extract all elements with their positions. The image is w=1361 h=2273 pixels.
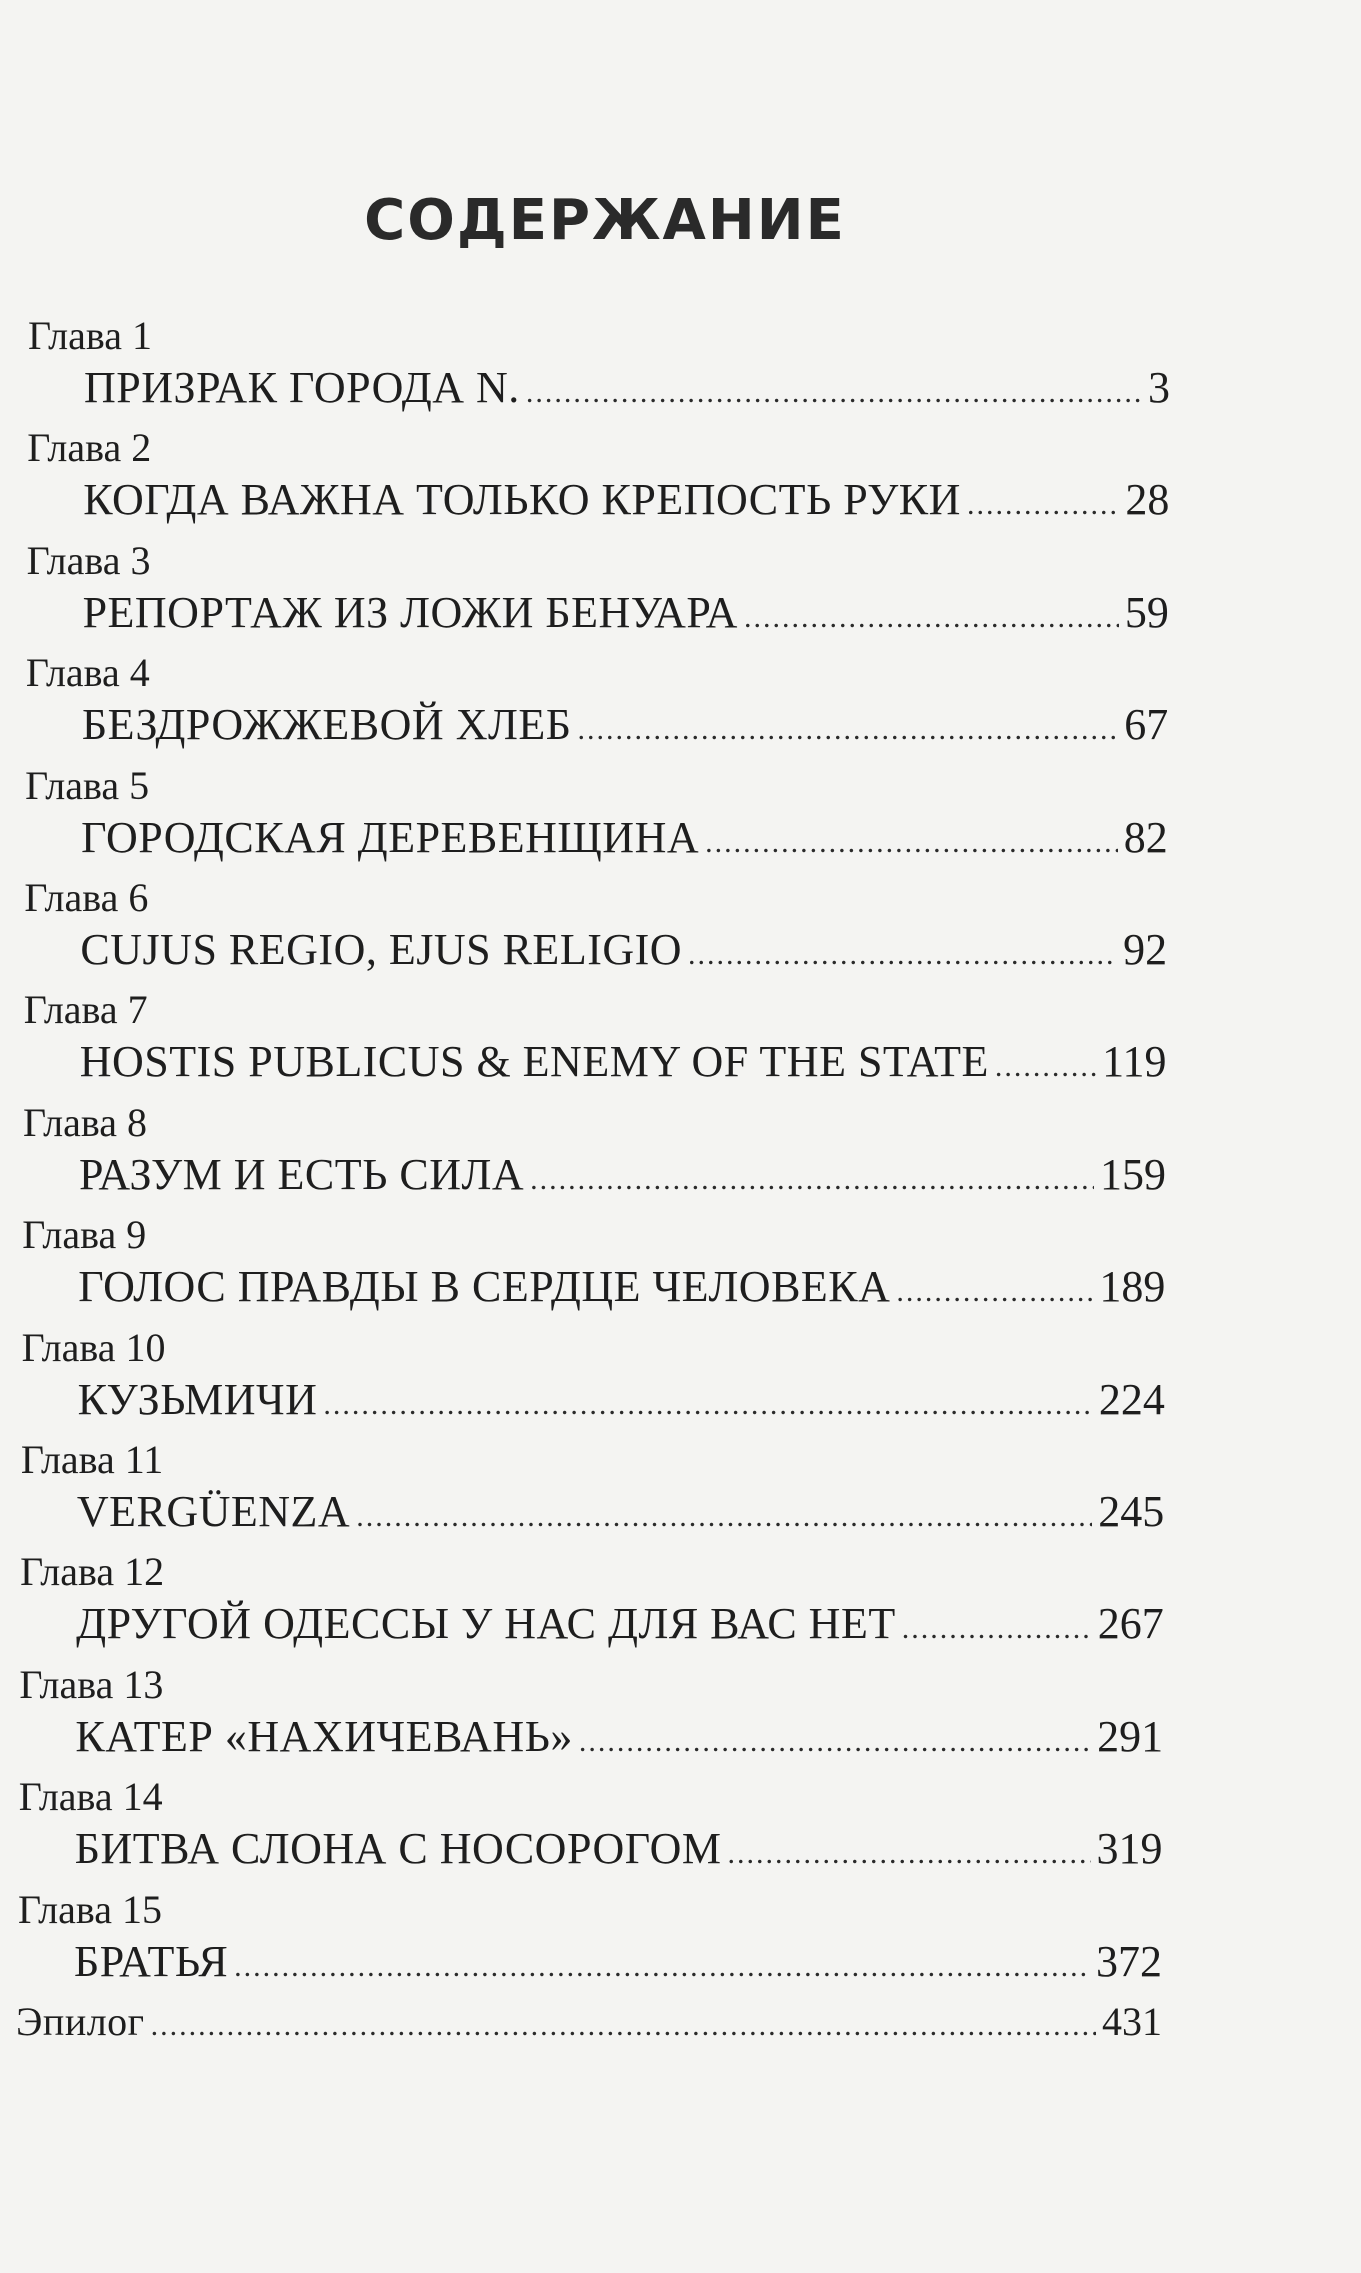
entry-title: ГОЛОС ПРАВДЫ В СЕРДЦЕ ЧЕЛОВЕКА [78,1262,891,1312]
toc-entry [75,1709,1163,1770]
page-title: СОДЕРЖАНИЕ [364,188,846,253]
dot-leader [705,815,1118,871]
chapter-label: Глава 1 [28,313,152,358]
entry-title: VERGÜENZA [76,1487,351,1536]
entry-title: ГОРОДСКАЯ ДЕРЕВЕНЩИНА [81,812,700,862]
toc-entry [77,1484,1164,1545]
page-number: 119 [1102,1037,1167,1087]
dot-leader [234,1939,1090,1995]
page-number: 159 [1100,1149,1166,1199]
toc-entry-epilogue [16,1994,1162,2054]
chapter-label: Глава 8 [23,1099,147,1145]
toc-entry [84,360,1170,421]
dot-leader [688,927,1117,983]
page-number: 59 [1124,587,1169,637]
page-number: 3 [1148,363,1170,412]
page-number: 28 [1125,475,1170,525]
entry-title: РАЗУМ И ЕСТЬ СИЛА [79,1149,525,1199]
toc-entry [76,1596,1164,1657]
entry-title: РЕПОРТАЖ ИЗ ЛОЖИ БЕНУАРА [82,587,738,637]
chapter-label: Глава 12 [20,1549,165,1595]
toc-entry [82,697,1168,758]
dot-leader [995,1039,1096,1095]
toc-entry [80,1034,1167,1095]
page-number: 92 [1123,925,1168,974]
chapter-label: Глава 11 [20,1437,164,1482]
chapter-label: Глава 9 [22,1212,147,1258]
dot-leader [577,702,1118,758]
chapter-label: Глава 14 [18,1774,163,1820]
entry-title: Эпилог [16,1999,145,2044]
dot-leader [579,1714,1091,1770]
toc-entry [81,810,1168,871]
toc-entry [80,922,1167,983]
page-number: 67 [1124,700,1169,750]
toc-entry [78,1259,1165,1320]
dot-leader [323,1377,1092,1433]
page-number: 224 [1098,1374,1165,1424]
entry-title: КУЗЬМИЧИ [77,1374,318,1424]
entry-title: КОГДА ВАЖНА ТОЛЬКО КРЕПОСТЬ РУКИ [83,475,961,525]
page-number: 267 [1097,1599,1164,1649]
dot-leader [356,1489,1092,1545]
toc-entry [83,472,1169,533]
page-number: 189 [1099,1262,1166,1312]
page-number: 291 [1097,1711,1164,1761]
entry-title: ПРИЗРАК ГОРОДА N. [84,363,520,412]
dot-leader [526,365,1142,421]
chapter-label: Глава 2 [27,425,152,471]
chapter-label: Глава 4 [25,650,150,696]
dot-leader [530,1152,1094,1208]
dot-leader [902,1601,1092,1657]
chapter-label: Глава 7 [23,987,148,1033]
entry-title: БЕЗДРОЖЖЕВОЙ ХЛЕБ [81,700,572,750]
entry-title: БИТВА СЛОНА С НОСОРОГОМ [74,1824,722,1874]
toc-entry [83,585,1169,646]
entry-title: CUJUS REGIO, EJUS RELIGIO [80,925,683,974]
toc-entry [79,1147,1166,1208]
dot-leader [967,477,1119,533]
toc-entry [75,1821,1163,1882]
page-number: 82 [1123,812,1168,862]
page-number: 245 [1098,1487,1165,1536]
dot-leader [151,1998,1096,2054]
entry-title: БРАТЬЯ [74,1936,229,1986]
toc-entry [78,1372,1165,1433]
dot-leader [896,1264,1093,1320]
entry-title: КАТЕР «НАХИЧЕВАНЬ» [75,1711,573,1761]
page-number: 431 [1102,1999,1162,2044]
page-number: 372 [1096,1936,1162,1986]
entry-title: HOSTIS PUBLICUS & ENEMY OF THE STATE [79,1037,989,1087]
dot-leader [744,590,1119,646]
toc-entry [74,1934,1162,1995]
chapter-label: Глава 10 [21,1324,166,1370]
dot-leader [727,1826,1090,1882]
chapter-label: Глава 15 [18,1886,162,1932]
chapter-label: Глава 6 [24,875,149,920]
chapter-label: Глава 13 [19,1661,164,1707]
entry-title: ДРУГОЙ ОДЕССЫ У НАС ДЛЯ ВАС НЕТ [76,1599,896,1649]
chapter-label: Глава 3 [26,537,151,583]
chapter-label: Глава 5 [25,762,150,808]
page-number: 319 [1096,1824,1163,1874]
